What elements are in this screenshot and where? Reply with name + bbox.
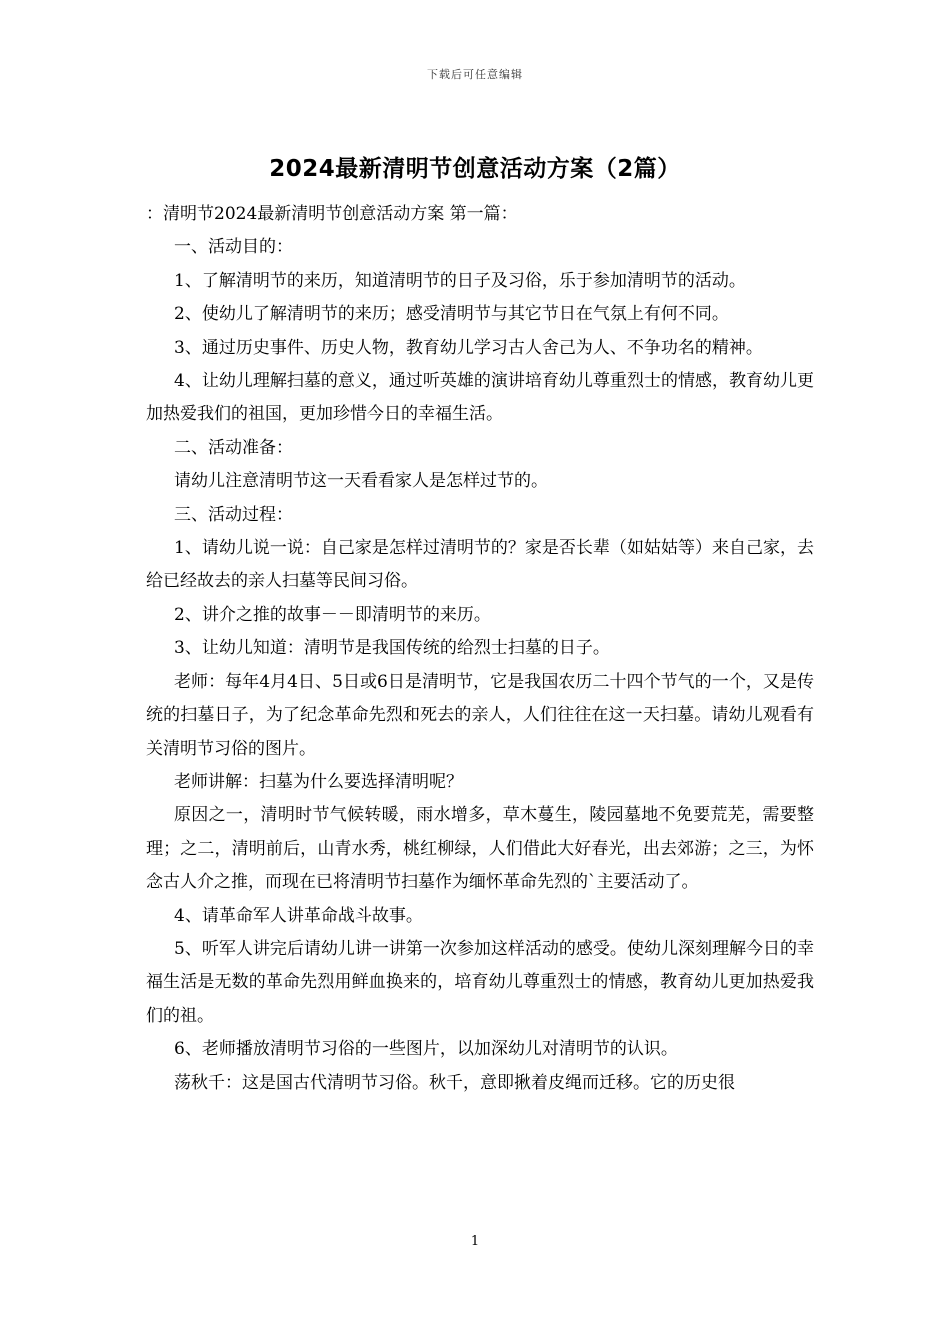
document-body <box>146 198 814 1100</box>
paragraph: 老师讲解：扫墓为什么要选择清明呢？ <box>174 771 463 792</box>
paragraph: 老师：每年4月4日、5日或6日是清明节，它是我国农历二十四个节气的一个，又是传统的扫墓日子，为了纪念革命先烈和死去的亲人，人们往往在这一天扫墓。请幼儿观看有关清明节习俗的图片。 <box>146 671 814 759</box>
paragraph: 请幼儿注意清明节这一天看看家人是怎样过节的。 <box>174 471 548 492</box>
paragraph: 3、让幼儿知道：清明节是我国传统的给烈士扫墓的日子。 <box>174 638 610 659</box>
section-heading-goals: 一、活动目的： <box>174 237 293 258</box>
paragraph: 1、了解清明节的来历，知道清明节的日子及习俗，乐于参加清明节的活动。 <box>174 270 746 291</box>
paragraph: 4、让幼儿理解扫墓的意义，通过听英雄的演讲培育幼儿尊重烈士的情感，教育幼儿更加热爱我们的祖国，更加珍惜今日的幸福生活。 <box>146 371 814 425</box>
paragraph: 原因之一，清明时节气候转暖，雨水增多，草木蔓生，陵园墓地不免要荒芜，需要整理；之二，清明前后，山青水秀，桃红柳绿，人们借此大好春光，出去郊游；之三，为怀念古人介之推，而现在已将清明节扫墓作为缅怀革命先烈的`主要活动了。 <box>146 805 814 893</box>
paragraph: 6、老师播放清明节习俗的一些图片，以加深幼儿对清明节的认识。 <box>174 1039 678 1060</box>
page-number: 1 <box>470 1234 480 1249</box>
section-heading-process: 三、活动过程： <box>174 504 293 525</box>
document-title: 2024最新清明节创意活动方案（2篇） <box>269 156 681 182</box>
section-heading-preparation: 二、活动准备： <box>174 437 293 458</box>
paragraph: 4、请革命军人讲革命战斗故事。 <box>174 905 423 926</box>
paragraph: 1、请幼儿说一说：自己家是怎样过清明节的？家是否长辈（如姑姑等）来自己家，去给已经故去的亲人扫墓等民间习俗。 <box>146 538 814 592</box>
paragraph: 3、通过历史事件、历史人物，教育幼儿学习古人舍己为人、不争功名的精神。 <box>174 337 763 358</box>
paragraph: 5、听军人讲完后请幼儿讲一讲第一次参加这样活动的感受。使幼儿深刻理解今日的幸福生活是无数的革命先烈用鲜血换来的，培育幼儿尊重烈士的情感，教育幼儿更加热爱我们的祖。 <box>146 938 814 1026</box>
paragraph: 2、讲介之推的故事－－即清明节的来历。 <box>174 604 491 625</box>
paragraph-intro: ：清明节2024最新清明节创意活动方案 第一篇： <box>146 204 518 224</box>
header-note: 下载后可任意编辑 <box>427 68 523 81</box>
paragraph: 2、使幼儿了解清明节的来历；感受清明节与其它节日在气氛上有何不同。 <box>174 304 729 325</box>
paragraph: 荡秋千：这是国古代清明节习俗。秋千，意即揪着皮绳而迁移。它的历史很 <box>174 1072 735 1093</box>
